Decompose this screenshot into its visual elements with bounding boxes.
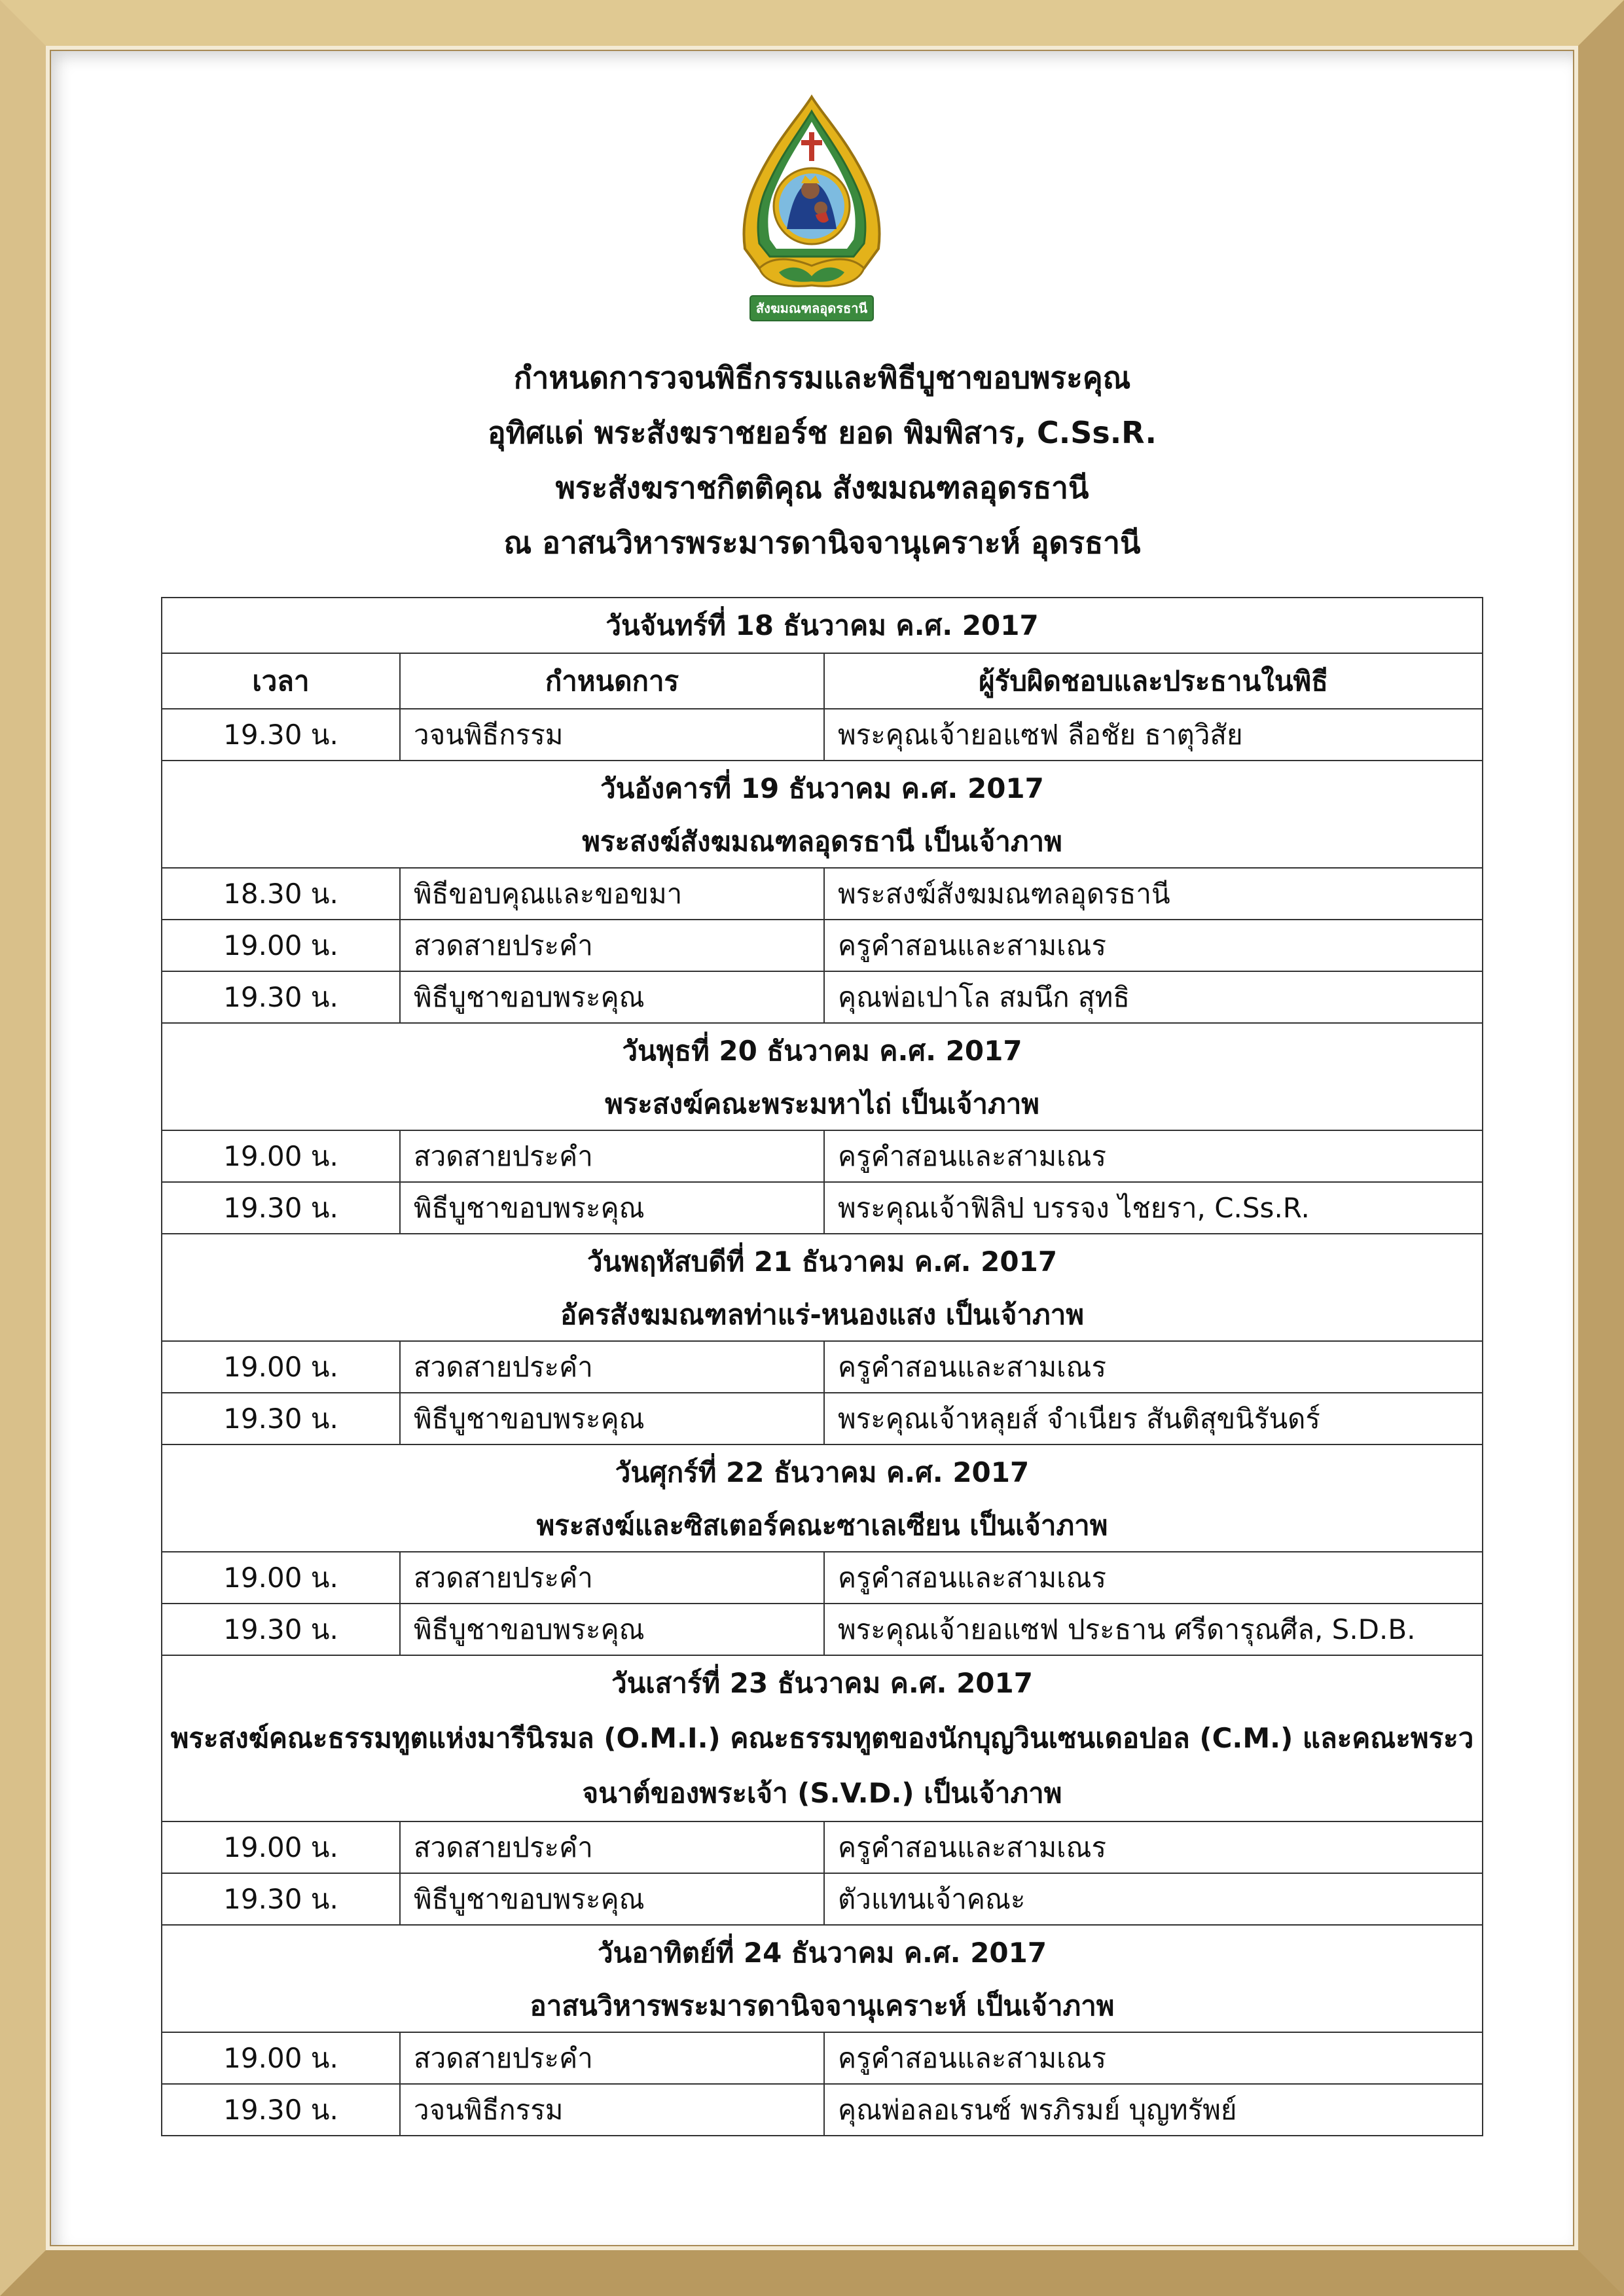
day-date: วันอังคารที่ 19 ธันวาคม ค.ศ. 2017 xyxy=(162,761,1483,816)
row-person: ครูคำสอนและสามเณร xyxy=(824,2032,1483,2084)
church-emblem-icon xyxy=(733,92,890,327)
schedule-body xyxy=(162,598,1483,2136)
row-time: 18.30 น. xyxy=(162,868,400,920)
column-header-time: เวลา xyxy=(162,653,400,709)
day-row xyxy=(162,1444,1483,1500)
heading-line-3: พระสังฆราชกิตติคุณ สังฆมณฑลอุดรธานี xyxy=(555,470,1089,505)
row-program: พิธีบูชาขอบพระคุณ xyxy=(400,1873,824,1925)
row-program: พิธีบูชาขอบพระคุณ xyxy=(400,971,824,1023)
row-program: สวดสายประคำ xyxy=(400,1341,824,1393)
table-row xyxy=(162,1393,1483,1444)
column-header-person: ผู้รับผิดชอบและประธานในพิธี xyxy=(824,653,1483,709)
table-row xyxy=(162,2084,1483,2136)
table-row xyxy=(162,1552,1483,1604)
row-time: 19.30 น. xyxy=(162,709,400,761)
table-row xyxy=(162,971,1483,1023)
day-host: อัครสังฆมณฑลท่าแร่-หนองแสง เป็นเจ้าภาพ xyxy=(162,1289,1483,1341)
heading-line-4: ณ อาสนวิหารพระมารดานิจจานุเคราะห์ อุดรธานี xyxy=(503,525,1141,560)
row-person: พระคุณเจ้าหลุยส์ จำเนียร สันติสุขนิรันดร์ xyxy=(824,1393,1483,1444)
row-program: สวดสายประคำ xyxy=(400,1130,824,1182)
row-time: 19.30 น. xyxy=(162,1873,400,1925)
table-row xyxy=(162,1130,1483,1182)
row-person: ครูคำสอนและสามเณร xyxy=(824,1130,1483,1182)
heading-line-1: กำหนดการวจนพิธีกรรมและพิธีบูชาขอบพระคุณ xyxy=(513,360,1131,395)
row-person: ครูคำสอนและสามเณร xyxy=(824,1821,1483,1873)
table-row xyxy=(162,1821,1483,1873)
day-row xyxy=(162,1925,1483,1981)
host-row xyxy=(162,1711,1483,1821)
table-row xyxy=(162,1873,1483,1925)
row-program: พิธีบูชาขอบพระคุณ xyxy=(400,1182,824,1234)
row-time: 19.00 น. xyxy=(162,2032,400,2084)
row-program: วจนพิธีกรรม xyxy=(400,2084,824,2136)
day-host: พระสงฆ์คณะพระมหาไถ่ เป็นเจ้าภาพ xyxy=(162,1079,1483,1130)
row-program: พิธีขอบคุณและขอขมา xyxy=(400,868,824,920)
row-person: พระคุณเจ้ายอแซฟ ลือชัย ธาตุวิสัย xyxy=(824,709,1483,761)
row-program: สวดสายประคำ xyxy=(400,2032,824,2084)
row-person: พระคุณเจ้ายอแซฟ ประธาน ศรีดารุณศีล, S.D.B. xyxy=(824,1604,1483,1655)
row-person: คุณพ่อเปาโล สมนึก สุทธิ xyxy=(824,971,1483,1023)
table-row xyxy=(162,709,1483,761)
table-row xyxy=(162,2032,1483,2084)
day-host: พระสงฆ์สังฆมณฑลอุดรธานี เป็นเจ้าภาพ xyxy=(162,816,1483,868)
day-row xyxy=(162,761,1483,816)
schedule-table xyxy=(161,597,1483,2136)
row-time: 19.00 น. xyxy=(162,920,400,971)
row-program: สวดสายประคำ xyxy=(400,1821,824,1873)
row-time: 19.00 น. xyxy=(162,1821,400,1873)
heading-line-2: อุทิศแด่ พระสังฆราชยอร์ช ยอด พิมพิสาร, C.Ss.R. xyxy=(488,415,1157,450)
table-row xyxy=(162,1341,1483,1393)
day-date: วันศุกร์ที่ 22 ธันวาคม ค.ศ. 2017 xyxy=(162,1444,1483,1500)
table-row xyxy=(162,1182,1483,1234)
host-row xyxy=(162,1500,1483,1552)
row-time: 19.30 น. xyxy=(162,1604,400,1655)
row-program: พิธีบูชาขอบพระคุณ xyxy=(400,1393,824,1444)
day-date: วันเสาร์ที่ 23 ธันวาคม ค.ศ. 2017 xyxy=(162,1655,1483,1711)
logo-caption: สังฆมณฑลอุดรธานี xyxy=(755,300,868,316)
day-row xyxy=(162,1655,1483,1711)
day-date: วันอาทิตย์ที่ 24 ธันวาคม ค.ศ. 2017 xyxy=(162,1925,1483,1981)
day-host: พระสงฆ์คณะธรรมทูตแห่งมารีนิรมล (O.M.I.) คณะธรรมทูตของนักบุญวินเซนเดอปอล (C.M.) และคณะพระวจนาต์ของพระเจ้า (S.V.D.) เป็นเจ้าภาพ xyxy=(162,1711,1483,1821)
row-time: 19.00 น. xyxy=(162,1341,400,1393)
day-host: พระสงฆ์และซิสเตอร์คณะซาเลเซียน เป็นเจ้าภาพ xyxy=(162,1500,1483,1552)
host-row xyxy=(162,1289,1483,1341)
row-time: 19.30 น. xyxy=(162,1393,400,1444)
host-row xyxy=(162,816,1483,868)
row-time: 19.30 น. xyxy=(162,2084,400,2136)
day-row xyxy=(162,1234,1483,1289)
table-row xyxy=(162,868,1483,920)
row-person: ครูคำสอนและสามเณร xyxy=(824,920,1483,971)
row-person: พระคุณเจ้าฟิลิป บรรจง ไชยรา, C.Ss.R. xyxy=(824,1182,1483,1234)
row-program: สวดสายประคำ xyxy=(400,920,824,971)
row-person: คุณพ่อลอเรนซ์ พรภิรมย์ บุญทรัพย์ xyxy=(824,2084,1483,2136)
table-header-row xyxy=(162,653,1483,709)
table-row xyxy=(162,1604,1483,1655)
row-program: พิธีบูชาขอบพระคุณ xyxy=(400,1604,824,1655)
row-person: ครูคำสอนและสามเณร xyxy=(824,1552,1483,1604)
document-heading xyxy=(161,350,1483,570)
column-header-program: กำหนดการ xyxy=(400,653,824,709)
row-program: วจนพิธีกรรม xyxy=(400,709,824,761)
row-person: ตัวแทนเจ้าคณะ xyxy=(824,1873,1483,1925)
row-time: 19.30 น. xyxy=(162,971,400,1023)
row-time: 19.00 น. xyxy=(162,1552,400,1604)
day-date: วันจันทร์ที่ 18 ธันวาคม ค.ศ. 2017 xyxy=(162,598,1483,653)
day-date: วันพฤหัสบดีที่ 21 ธันวาคม ค.ศ. 2017 xyxy=(162,1234,1483,1289)
row-person: ครูคำสอนและสามเณร xyxy=(824,1341,1483,1393)
day-host: อาสนวิหารพระมารดานิจจานุเคราะห์ เป็นเจ้าภาพ xyxy=(162,1981,1483,2032)
row-person: พระสงฆ์สังฆมณฑลอุดรธานี xyxy=(824,868,1483,920)
host-row xyxy=(162,1079,1483,1130)
day-date: วันพุธที่ 20 ธันวาคม ค.ศ. 2017 xyxy=(162,1023,1483,1079)
host-row xyxy=(162,1981,1483,2032)
table-row xyxy=(162,920,1483,971)
row-time: 19.30 น. xyxy=(162,1182,400,1234)
row-program: สวดสายประคำ xyxy=(400,1552,824,1604)
row-time: 19.00 น. xyxy=(162,1130,400,1182)
day-row xyxy=(162,1023,1483,1079)
day-row xyxy=(162,598,1483,653)
